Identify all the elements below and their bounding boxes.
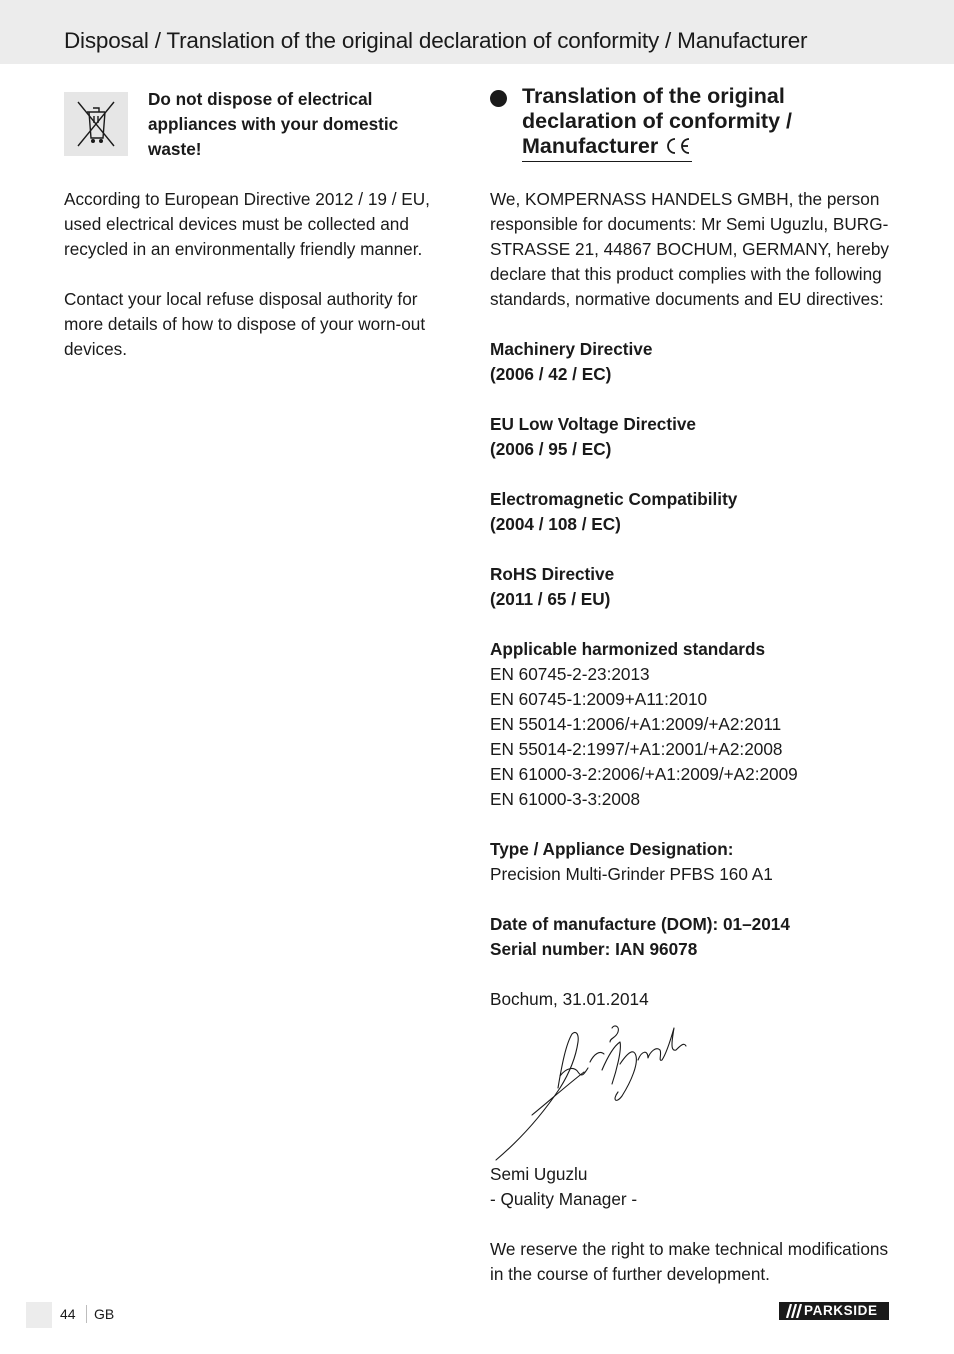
disposal-body <box>64 187 454 362</box>
section-title-line: Translation of the original <box>522 84 785 108</box>
weee-bin-icon <box>64 92 128 156</box>
brand-logo <box>779 1302 889 1320</box>
directive-name: EU Low Voltage Directive <box>490 414 696 434</box>
standard-item: EN 55014-2:1997/+A1:2001/+A2:2008 <box>490 739 783 759</box>
directive-name: Electromagnetic Compatibility <box>490 489 738 509</box>
standard-item: EN 55014-1:2006/+A1:2009/+A2:2011 <box>490 714 782 734</box>
brand-stripes-icon <box>783 1304 803 1318</box>
section-title-line <box>522 134 692 162</box>
ce-mark-icon <box>664 136 692 156</box>
brand-name: PARKSIDE <box>804 1303 878 1318</box>
declaration-intro: We, KOMPERNASS HANDELS GMBH, the person responsible for documents: Mr Semi Uguzlu, BURG-STRASSE 21, 44867 BOCHUM, GERMANY, hereby declare that this product complies with the following standards, normative documents and EU directives: <box>490 189 889 309</box>
footer-marker <box>26 1302 52 1328</box>
directive-code: (2006 / 95 / EC) <box>490 439 612 459</box>
date-of-manufacture: Date of manufacture (DOM): 01–2014 <box>490 914 790 934</box>
section-title-text: Manufacturer <box>522 134 659 158</box>
signer-role: - Quality Manager - <box>490 1189 638 1209</box>
directive-name: RoHS Directive <box>490 564 615 584</box>
disposal-warning: Do not dispose of electrical appliances with your domestic waste! <box>148 89 399 159</box>
directive-code: (2011 / 65 / EU) <box>490 589 611 609</box>
page-number: 44 <box>60 1306 76 1322</box>
directive-code: (2004 / 108 / EC) <box>490 514 621 534</box>
reserve-note: We reserve the right to make technical modifications in the course of further development. <box>490 1239 889 1284</box>
serial-number: Serial number: IAN 96078 <box>490 939 698 959</box>
signer-name: Semi Uguzlu <box>490 1164 588 1184</box>
place-date: Bochum, 31.01.2014 <box>490 989 649 1009</box>
standard-item: EN 61000-3-3:2008 <box>490 789 641 809</box>
directive-code: (2006 / 42 / EC) <box>490 364 612 384</box>
standards-heading: Applicable harmonized standards <box>490 639 766 659</box>
signature-image <box>492 1020 692 1165</box>
disposal-paragraph: According to European Directive 2012 / 19 / EU, used electrical devices must be collected and recycled in an environmentally friendly manner. <box>64 189 430 259</box>
type-heading: Type / Appliance Designation: <box>490 839 734 859</box>
section-title-line: declaration of conformity / <box>522 109 792 133</box>
page-title: Disposal / Translation of the original declaration of conformity / Manufacturer <box>64 28 808 53</box>
disposal-paragraph: Contact your local refuse disposal authority for more details of how to dispose of your worn-out devices. <box>64 289 426 359</box>
standard-item: EN 60745-2-23:2013 <box>490 664 650 684</box>
standard-item: EN 61000-3-2:2006/+A1:2009/+A2:2009 <box>490 764 798 784</box>
section-title <box>522 84 882 162</box>
type-value: Precision Multi-Grinder PFBS 160 A1 <box>490 864 773 884</box>
language-code: GB <box>94 1306 115 1322</box>
standard-item: EN 60745-1:2009+A11:2010 <box>490 689 708 709</box>
directive-name: Machinery Directive <box>490 339 653 359</box>
footer-divider <box>86 1305 87 1323</box>
bullet-icon <box>490 90 507 107</box>
